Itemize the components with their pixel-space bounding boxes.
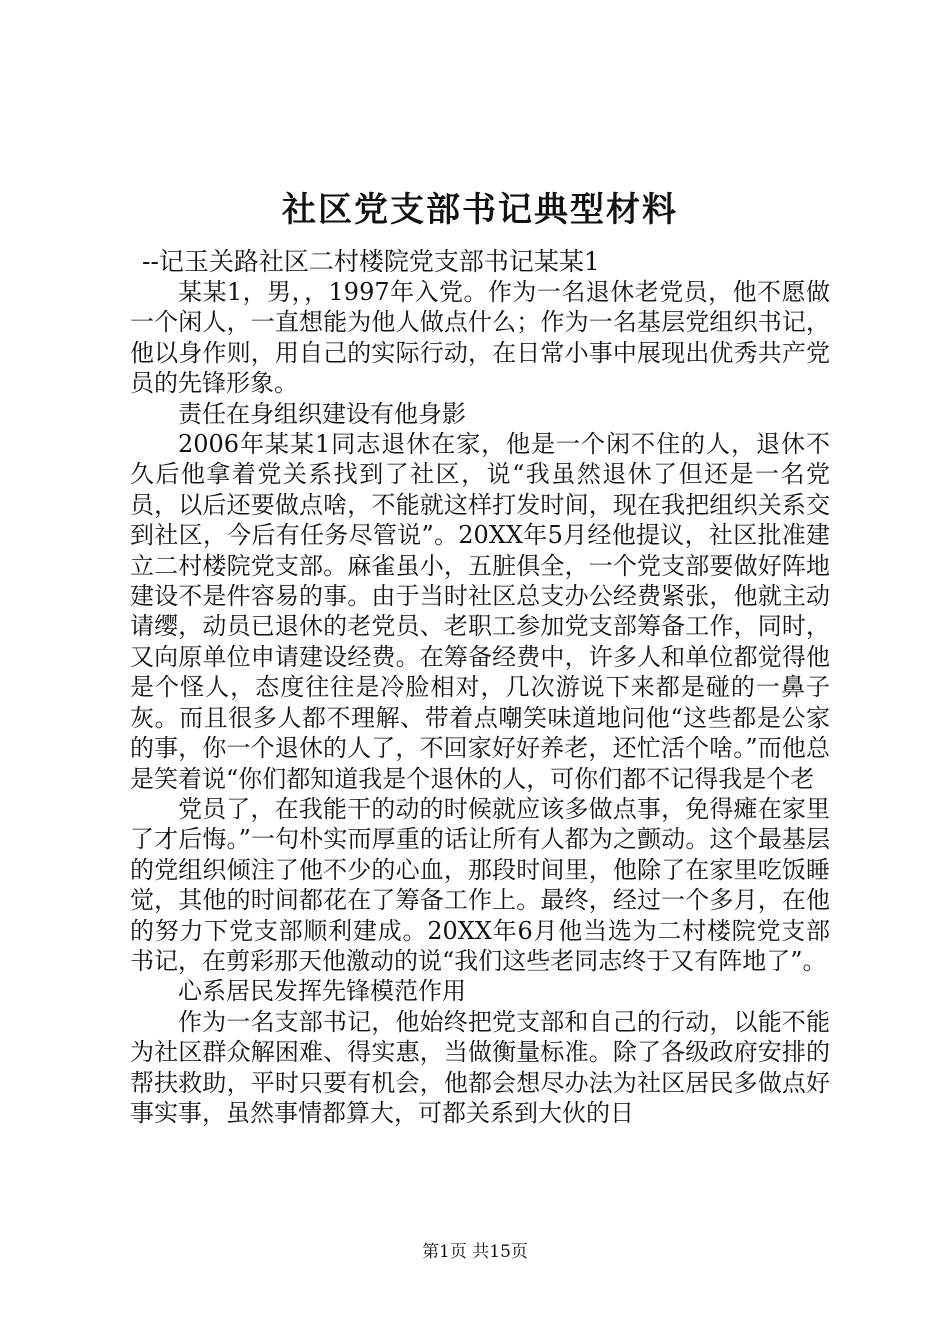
paragraph-branch-established: 党员了，在我能干的动的时候就应该多做点事，免得瘫在家里了才后悔。”一句朴实而厚重的话让所有人都为之颤动。这个最基层的党组织倾注了他不少的心血，那段时间里，他除了在家里吃饭睡觉，其他的时间都花在了筹备工作上。最终，经过一个多月，在他的努力下党支部顺利建成。20XX年6月他当选为二村楼院党支部书记，在剪彩那天他激动的说“我们这些老同志终于又有阵地了”。 <box>130 794 830 975</box>
paragraph-intro: 某某1，男，，1997年入党。作为一名退休老党员，他不愿做一个闲人，一直想能为他人做点什么；作为一名基层党组织书记，他以身作则，用自己的实际行动，在日常小事中展现出优秀共产党员的先锋形象。 <box>130 278 830 398</box>
section-heading-responsibility: 责任在身组织建设有他身影 <box>178 399 466 428</box>
section-heading-residents: 心系居民发挥先锋模范作用 <box>178 977 466 1006</box>
document-title: 社区党支部书记典型材料 <box>282 190 678 230</box>
document-subtitle: --记玉关路社区二村楼院党支部书记某某1 <box>142 247 600 276</box>
paragraph-party-branch-setup: 2006年某某1同志退休在家，他是一个闲不住的人，退休不久后他拿着党关系找到了社区，说“我虽然退休了但还是一名党员，以后还要做点啥，不能就这样打发时间，现在我把组织关系交到社区，今后有任务尽管说”。20XX年5月经他提议，社区批准建立二村楼院党支部。麻雀虽小，五脏俱全，一个党支部要做好阵地建设不是件容易的事。由于当时社区总支办公经费紧张，他就主动请缨，动员已退休的老党员、老职工参加党支部筹备工作，同时，又向原单位申请建设经费。在筹备经费中，许多人和单位都觉得他是个怪人，态度往往是冷脸相对，几次游说下来都是碰的一鼻子灰。而且很多人都不理解、带着点嘲笑味道地问他“这些都是公家的事，你一个退休的人了，不回家好好养老，还忙活个啥。”而他总是笑着说“你们都知道我是个退休的人，可你们都不记得我是个老 <box>130 430 830 793</box>
paragraph-serving-residents: 作为一名支部书记，他始终把党支部和自己的行动，以能不能为社区群众解困难、得实惠，当做衡量标准。除了各级政府安排的帮扶救助，平时只要有机会，他都会想尽办法为社区居民多做点好事实事，虽然事情都算大，可都关系到大伙的日 <box>130 1007 830 1127</box>
document-page <box>130 180 830 1128</box>
page-footer: 第1页 共15页 <box>422 1242 528 1262</box>
